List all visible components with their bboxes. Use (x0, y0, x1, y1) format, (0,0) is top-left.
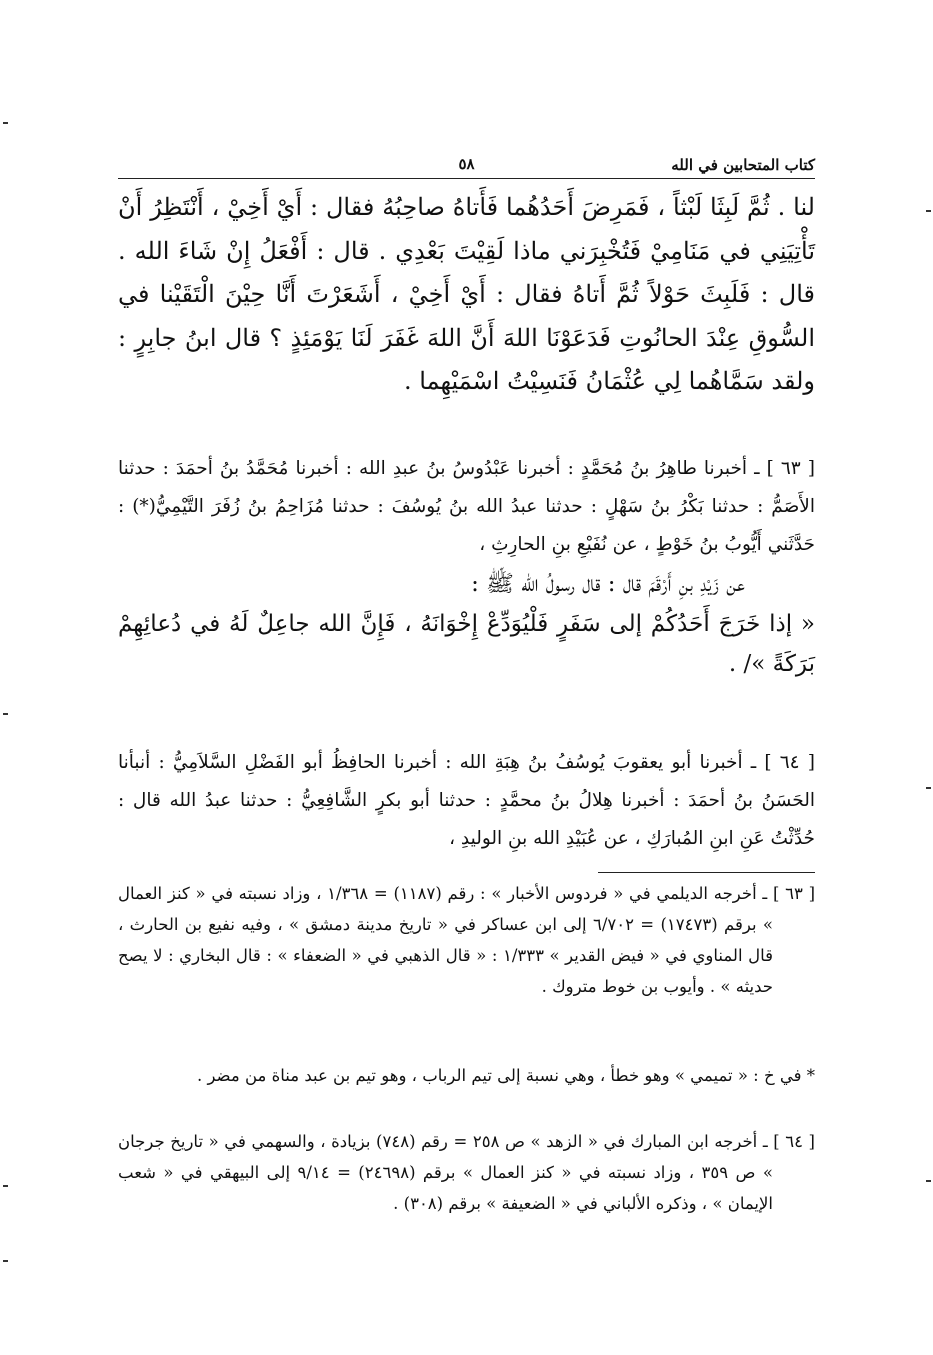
hadith-63 (118, 450, 815, 684)
main-paragraph: لنا . ثُمَّ لَبِثَا لَبْثاً ، فَمَرِضَ أَحَدُهُما فَأَتاهُ صاحِبُهُ فقال : أَيْ أَخِيْ ، أَنْتَظِرُ أَنْ تَأْتِيَنِي في مَنَامِيْ فَتُخْبِرَني ماذا لَقِيْتَ بَعْدِي . قال : أَفْعَلُ إِنْ شَاءَ الله . قال : فَلَبِثَ حَوْلاً ثُمَّ أَتاهُ فقال : أَيْ أَخِيْ ، أَشَعَرْتَ أَنَّا حِيْنَ الْتَقَيْنا في السُّوقِ عِنْدَ الحانُوتِ فَدَعَوْنَا اللهَ أَنَّ اللهَ غَفَرَ لَنَا يَوْمَئِذٍ ؟ قال ابنُ جابِرٍ : ولقد سَمَّاهُما لِي عُثْمَانُ فَنَسِيْتُ اسْمَيْهِما . (118, 193, 815, 395)
scan-margin-mark (926, 210, 931, 212)
footnote-63 (118, 878, 815, 1002)
scan-margin-mark (3, 1185, 8, 1187)
page-number: ٥٨ (458, 155, 475, 173)
scan-margin-mark (3, 122, 8, 124)
scan-margin-mark (926, 787, 931, 789)
footnote-64-text: [ ٦٤ ] ـ أخرجه ابن المبارك في « الزهد » ص ٢٥٨ = رقم (٧٤٨) بزيادة ، والسهمي في « تاريخ جرجان » ص ٣٥٩ ، وزاد نسبته في « كنز العمال » برقم (٢٤٦٩٨) = ٩/١٤ إلى البيهقي في « شعب الإيمان » ، وذكره الألباني في « الضعيفة » برقم (٣٠٨) . (118, 1132, 815, 1213)
footnote-separator (598, 872, 815, 873)
footnote-star (118, 1060, 815, 1091)
footnote-64 (118, 1126, 815, 1219)
scan-margin-mark (926, 1180, 931, 1182)
main-text (118, 186, 815, 404)
footnote-63-text: [ ٦٣ ] ـ أخرجه الديلمي في « فردوس الأخبار » : رقم (١١٨٧) = ١/٣٦٨ ، وزاد نسبته في « كنز العمال » برقم (١٧٤٧٣) = ٦/٧٠٢ إلى ابن عساكر في « تاريخ مدينة دمشق » ، وفيه نفيع بن الحارث ، قال المناوي في « فيض القدير » ١/٣٣٣ : « قال الذهبي في « الضعفاء » : قال البخاري : لا يصح حديثه » . وأيوب بن خوط متروك . (118, 884, 816, 996)
running-header (118, 150, 815, 179)
hadith-63-isnad: [ ٦٣ ] ـ أخبرنا طاهِرُ بنُ مُحَمَّدٍ : أخبرنا عَبْدُوسُ بنُ عبدِ الله : أخبرنا مُحَمَّدُ بنُ أحمَدَ : حدثنا الأَصَمُّ : حدثنا بَكْرُ بنُ سَهْلٍ : حدثنا عبدُ الله بنُ يُوسُفَ : حدثنا مُزَاحِمُ بنُ زُفَرَ التَّيْمِيُّ(*) : حَدَّثَني أَيُّوبُ بنُ خَوْطٍ ، عن نُفَيْعِ بنِ الحارِثِ ، (118, 458, 815, 555)
footnote-star-text: * في خ : « تميمي » وهو خطأ ، وهي نسبة إلى تيم الرباب ، وهو تيم بن عبد مناة من مضر . (196, 1066, 815, 1085)
scan-margin-mark (3, 1260, 8, 1262)
hadith-64 (118, 744, 815, 858)
scan-margin-mark (3, 713, 8, 715)
hadith-64-isnad: [ ٦٤ ] ـ أخبرنا أبو يعقوبَ يُوسُفُ بنُ هِبَةِ الله : أخبرنا الحافِظُ أبو الفَضْلِ السَّلاَمِيُّ : أنبأنا الحَسَنُ بنُ أحمَدَ : أخبرنا هِلالُ بنُ محمَّدٍ : حدثنا أبو بكرٍ الشَّافِعِيُّ : حدثنا عبدُ الله قال : حُدِّثْتُ عَنِ ابنِ المُبارَكِ ، عن عُبَيْدِ الله بنِ الوليدِ ، (118, 752, 816, 849)
hadith-63-matn: « إذا خَرَجَ أَحَدُكُمْ إلى سَفَرٍ فَلْيُوَدِّعْ إِخْوَانَهُ ، فَإِنَّ الله جاعِلٌ لَهُ في دُعائِهِمْ بَرَكَةً »/ . (118, 611, 815, 677)
book-title: كتاب المتحابين في الله (671, 156, 815, 174)
hadith-63-narrator: عن زَيْدِ بنِ أَرْقَمَ قال : قال رسولُ الله ﷺ : (471, 571, 745, 597)
